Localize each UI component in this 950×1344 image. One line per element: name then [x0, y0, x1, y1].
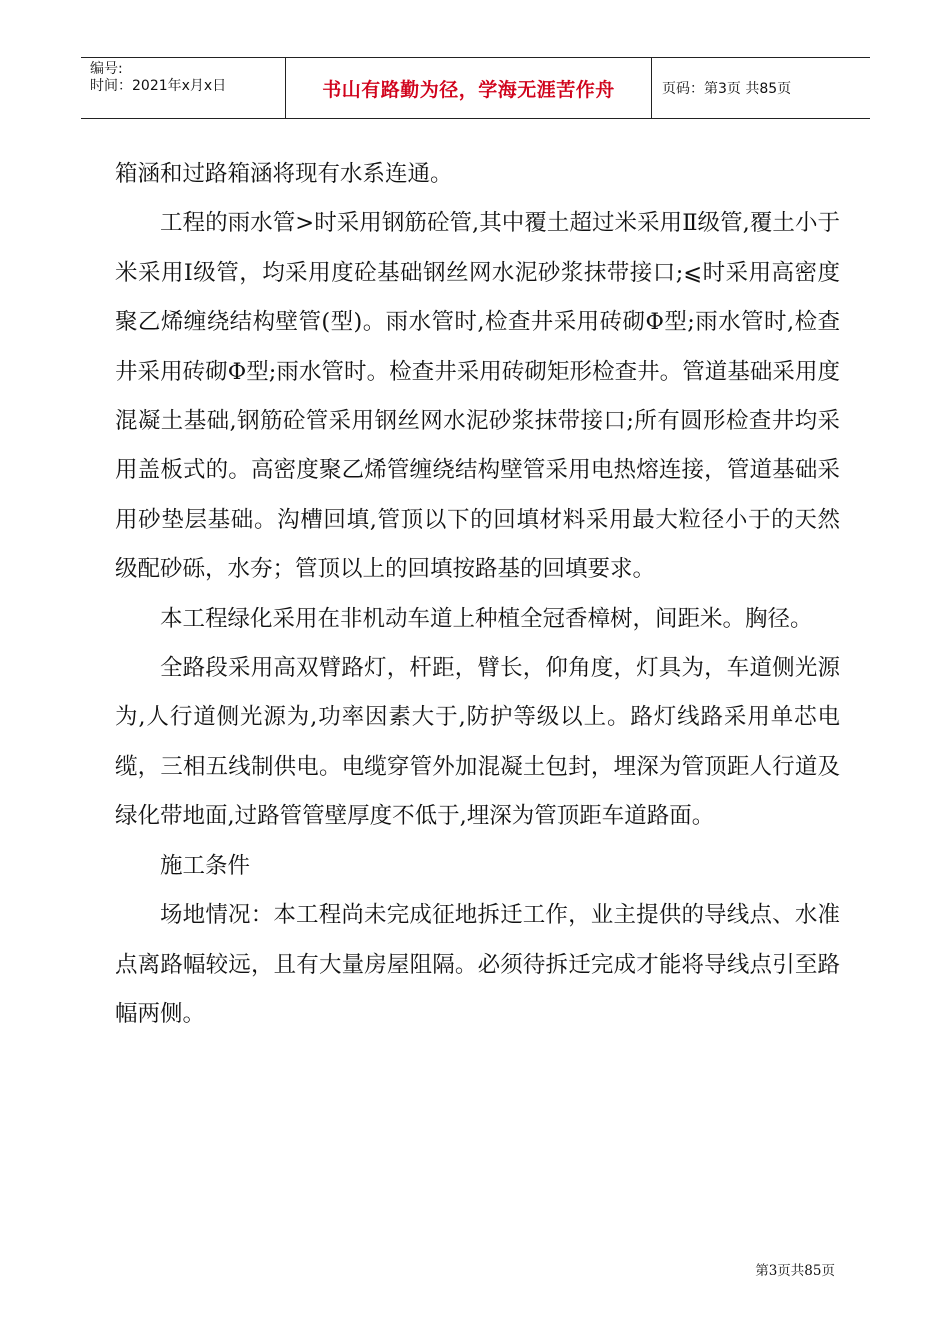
section-heading-construction-conditions: 施工条件 [160, 852, 251, 879]
paragraph-rain-pipe: 工程的雨水管>时采用钢筋砼管,其中覆土超过米采用Ⅱ级管,覆土小于米采用Ⅰ级管，均采用度砼基础钢丝网水泥砂浆抹带接口;⩽时采用高密度聚乙烯缠绕结构壁管(型)。雨水管时,检查井采用砖砌Φ型;雨水管时,检查井采用砖砌Φ型;雨水管时。检查井采用砖砌矩形检查井。管道基础采用度混凝土基础,钢筋砼管采用钢丝网水泥砂浆抹带接口;所有圆形检查井均采用盖板式的。高密度聚乙烯管缠绕结构壁管采用电热熔连接，管道基础采用砂垫层基础。沟槽回填,管顶以下的回填材料采用最大粒径小于的天然级配砂砾，水夯；管顶以上的回填按路基的回填要求。 [115, 210, 840, 583]
header-meta [81, 58, 286, 118]
header-motto: 书山有路勤为径，学海无涯苦作舟 [286, 58, 652, 118]
document-body [115, 150, 840, 1039]
paragraph-site-conditions: 场地情况：本工程尚未完成征地拆迁工作，业主提供的导线点、水准点离路幅较远，且有大量房屋阻隔。必须待拆迁完成才能将导线点引至路幅两侧。 [115, 902, 840, 1027]
document-header [81, 57, 870, 119]
document-time-label: 时间：2021年x月x日 [90, 78, 227, 94]
paragraph-culvert: 箱涵和过路箱涵将现有水系连通。 [115, 161, 453, 187]
footer-page-number: 第3页共85页 [755, 1263, 835, 1279]
document-number-label: 编号: [90, 61, 123, 77]
paragraph-street-lights: 全路段采用高双臂路灯，杆距，臂长，仰角度，灯具为，车道侧光源为,人行道侧光源为,功率因素大于,防护等级以上。路灯线路采用单芯电缆，三相五线制供电。电缆穿管外加混凝土包封，埋深为管顶距人行道及绿化带地面,过路管管壁厚度不低于,埋深为管顶距车道路面。 [115, 655, 840, 830]
header-page-number: 页码：第3页 共85页 [662, 81, 792, 97]
paragraph-greening: 本工程绿化采用在非机动车道上种植全冠香樟树，间距米。胸径。 [160, 605, 813, 632]
